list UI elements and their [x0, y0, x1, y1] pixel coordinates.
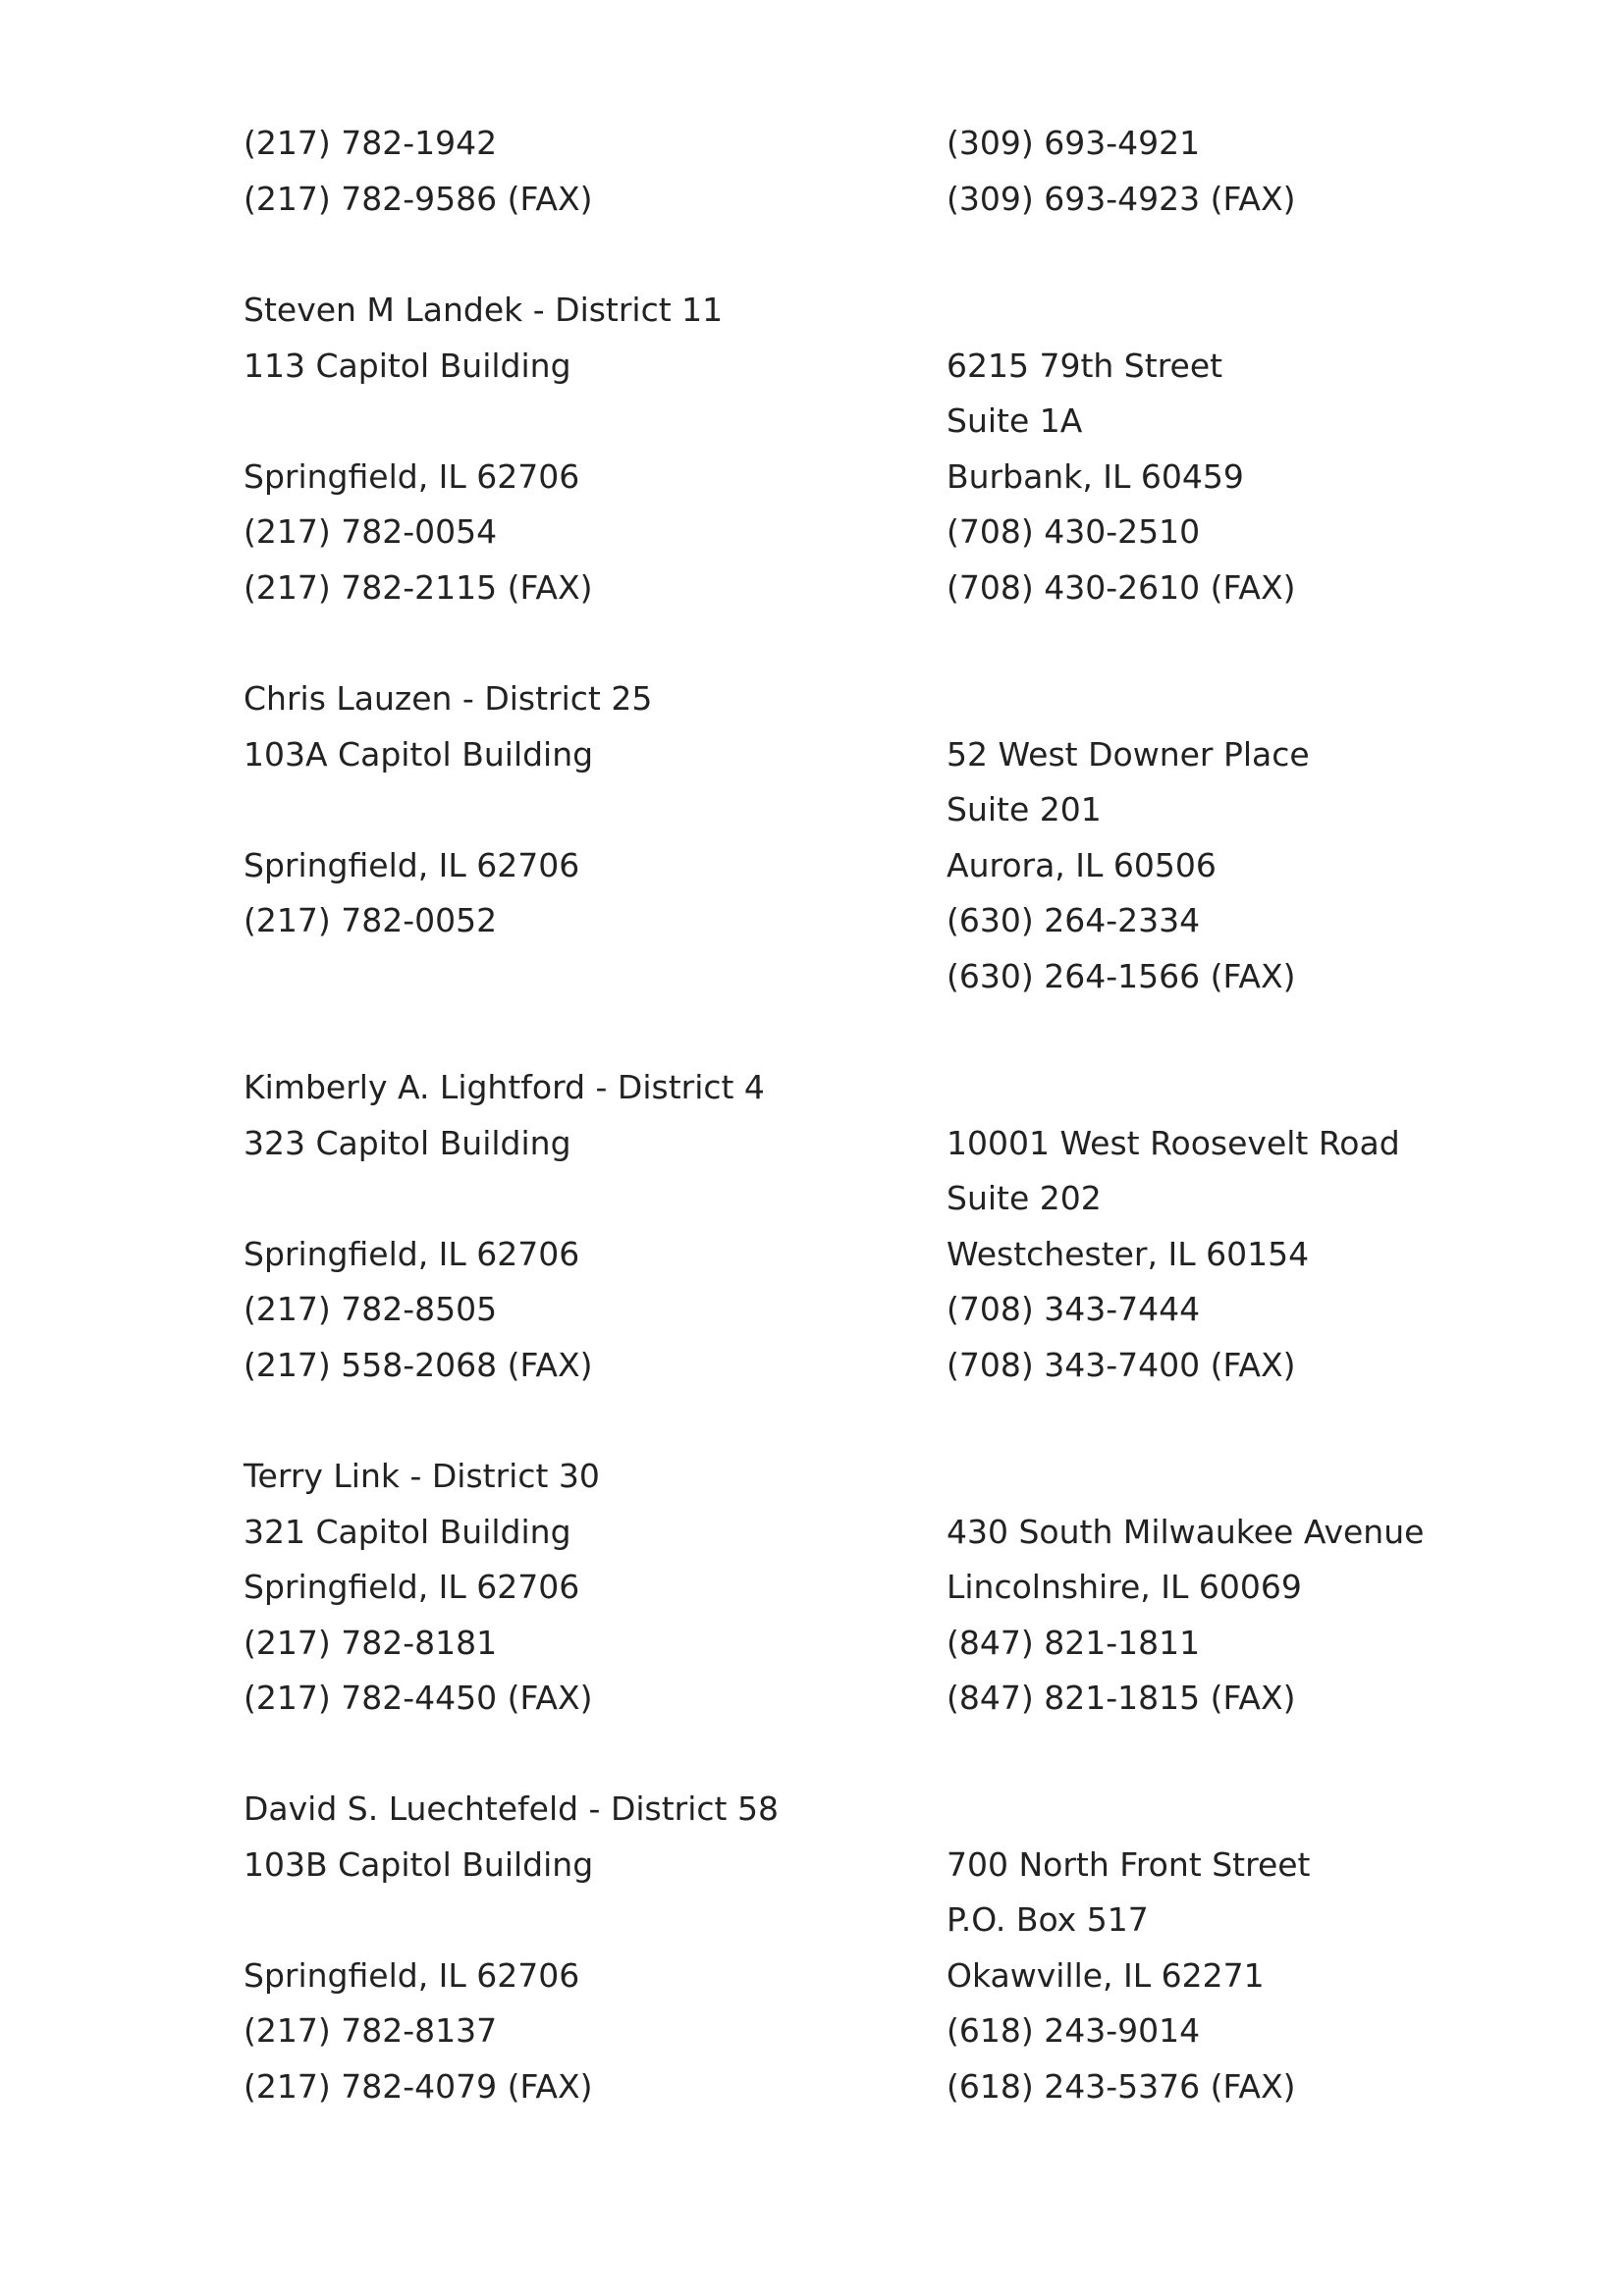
phone-line — [244, 2003, 1441, 2059]
capitol-fax: (217) 558-2068 (FAX) — [244, 1345, 593, 1384]
address-line — [244, 838, 1441, 894]
district-address: Suite 201 — [947, 790, 1102, 828]
capitol-phone: (217) 782-8181 — [244, 1623, 498, 1662]
address-line — [244, 1949, 1441, 2004]
capitol-address: 321 Capitol Building — [244, 1512, 571, 1551]
capitol-city: Springfield, IL 62706 — [244, 1955, 580, 1995]
capitol-phone: (217) 782-0054 — [244, 512, 498, 551]
district-phone: (847) 821-1811 — [947, 1623, 1201, 1662]
continued-contact-block — [244, 116, 1441, 227]
capitol-fax: (217) 782-2115 (FAX) — [244, 567, 593, 607]
senator-name-line — [244, 1449, 1441, 1505]
senator-entry — [244, 1060, 1441, 1393]
district-city: Westchester, IL 60154 — [947, 1234, 1310, 1273]
fax-line — [244, 949, 1441, 1005]
senator-entry — [244, 1449, 1441, 1727]
senator-name-line — [244, 1782, 1441, 1838]
senator-name: David S. Luechtefeld - District 58 — [244, 1789, 779, 1828]
capitol-phone: (217) 782-0052 — [244, 901, 498, 939]
district-phone: (309) 693-4921 — [947, 124, 1201, 162]
capitol-fax: (217) 782-9586 (FAX) — [244, 179, 593, 218]
district-address: Suite 202 — [947, 1179, 1102, 1217]
district-city: Burbank, IL 60459 — [947, 456, 1244, 496]
capitol-address: 323 Capitol Building — [244, 1123, 571, 1162]
capitol-address: 103B Capitol Building — [244, 1844, 594, 1884]
district-fax: (708) 430-2610 (FAX) — [947, 567, 1296, 607]
senator-entry — [244, 671, 1441, 1004]
address-line — [244, 394, 1441, 450]
address-line — [244, 1227, 1441, 1283]
district-address: 52 West Downer Place — [947, 734, 1310, 774]
district-address: 10001 West Roosevelt Road — [947, 1123, 1400, 1162]
fax-line — [244, 561, 1441, 616]
senator-entry — [244, 1782, 1441, 2114]
senator-name: Chris Lauzen - District 25 — [244, 679, 653, 718]
capitol-phone: (217) 782-8137 — [244, 2011, 498, 2050]
fax-line — [244, 1671, 1441, 1727]
senator-name-line — [244, 283, 1441, 339]
capitol-address: 113 Capitol Building — [244, 346, 571, 385]
senator-name-line — [244, 671, 1441, 727]
district-address: Suite 1A — [947, 401, 1083, 440]
senator-name: Steven M Landek - District 11 — [244, 291, 724, 329]
capitol-city: Springfield, IL 62706 — [244, 1234, 580, 1273]
contact-line — [244, 116, 1441, 172]
capitol-city: Springfield, IL 62706 — [244, 845, 580, 884]
district-fax: (309) 693-4923 (FAX) — [947, 179, 1296, 218]
phone-line — [244, 1616, 1441, 1672]
fax-line — [244, 2059, 1441, 2115]
district-city: Okawville, IL 62271 — [947, 1955, 1265, 1995]
phone-line — [244, 893, 1441, 949]
address-line — [244, 1893, 1441, 1949]
district-fax: (630) 264-1566 (FAX) — [947, 956, 1296, 995]
district-phone: (630) 264-2334 — [947, 901, 1201, 939]
district-city: Aurora, IL 60506 — [947, 845, 1217, 884]
senator-entry — [244, 283, 1441, 615]
senator-name-line — [244, 1060, 1441, 1116]
capitol-phone: (217) 782-1942 — [244, 124, 498, 162]
district-address: 6215 79th Street — [947, 346, 1223, 385]
capitol-phone: (217) 782-8505 — [244, 1290, 498, 1328]
senator-name: Kimberly A. Lightford - District 4 — [244, 1068, 765, 1106]
district-address: P.O. Box 517 — [947, 1900, 1149, 1939]
capitol-city: Springfield, IL 62706 — [244, 1568, 580, 1606]
address-line — [244, 1560, 1441, 1616]
district-phone: (708) 343-7444 — [947, 1290, 1201, 1328]
capitol-fax: (217) 782-4079 (FAX) — [244, 2066, 593, 2106]
district-phone: (618) 243-9014 — [947, 2011, 1201, 2050]
district-fax: (618) 243-5376 (FAX) — [947, 2066, 1296, 2106]
address-line — [244, 450, 1441, 506]
address-line — [244, 1116, 1441, 1172]
address-line — [244, 727, 1441, 783]
district-address: 430 South Milwaukee Avenue — [947, 1512, 1425, 1551]
capitol-address: 103A Capitol Building — [244, 734, 594, 774]
contact-line — [244, 172, 1441, 228]
district-address: 700 North Front Street — [947, 1844, 1311, 1884]
phone-line — [244, 1282, 1441, 1338]
address-line — [244, 1505, 1441, 1561]
address-line — [244, 1171, 1441, 1227]
district-fax: (708) 343-7400 (FAX) — [947, 1345, 1296, 1384]
district-phone: (708) 430-2510 — [947, 512, 1201, 551]
district-city: Lincolnshire, IL 60069 — [947, 1568, 1302, 1606]
fax-line — [244, 1338, 1441, 1394]
capitol-fax: (217) 782-4450 (FAX) — [244, 1679, 593, 1717]
capitol-city: Springfield, IL 62706 — [244, 456, 580, 496]
address-line — [244, 339, 1441, 395]
phone-line — [244, 505, 1441, 561]
address-line — [244, 782, 1441, 838]
district-fax: (847) 821-1815 (FAX) — [947, 1679, 1296, 1717]
address-line — [244, 1838, 1441, 1894]
senator-name: Terry Link - District 30 — [244, 1457, 600, 1495]
